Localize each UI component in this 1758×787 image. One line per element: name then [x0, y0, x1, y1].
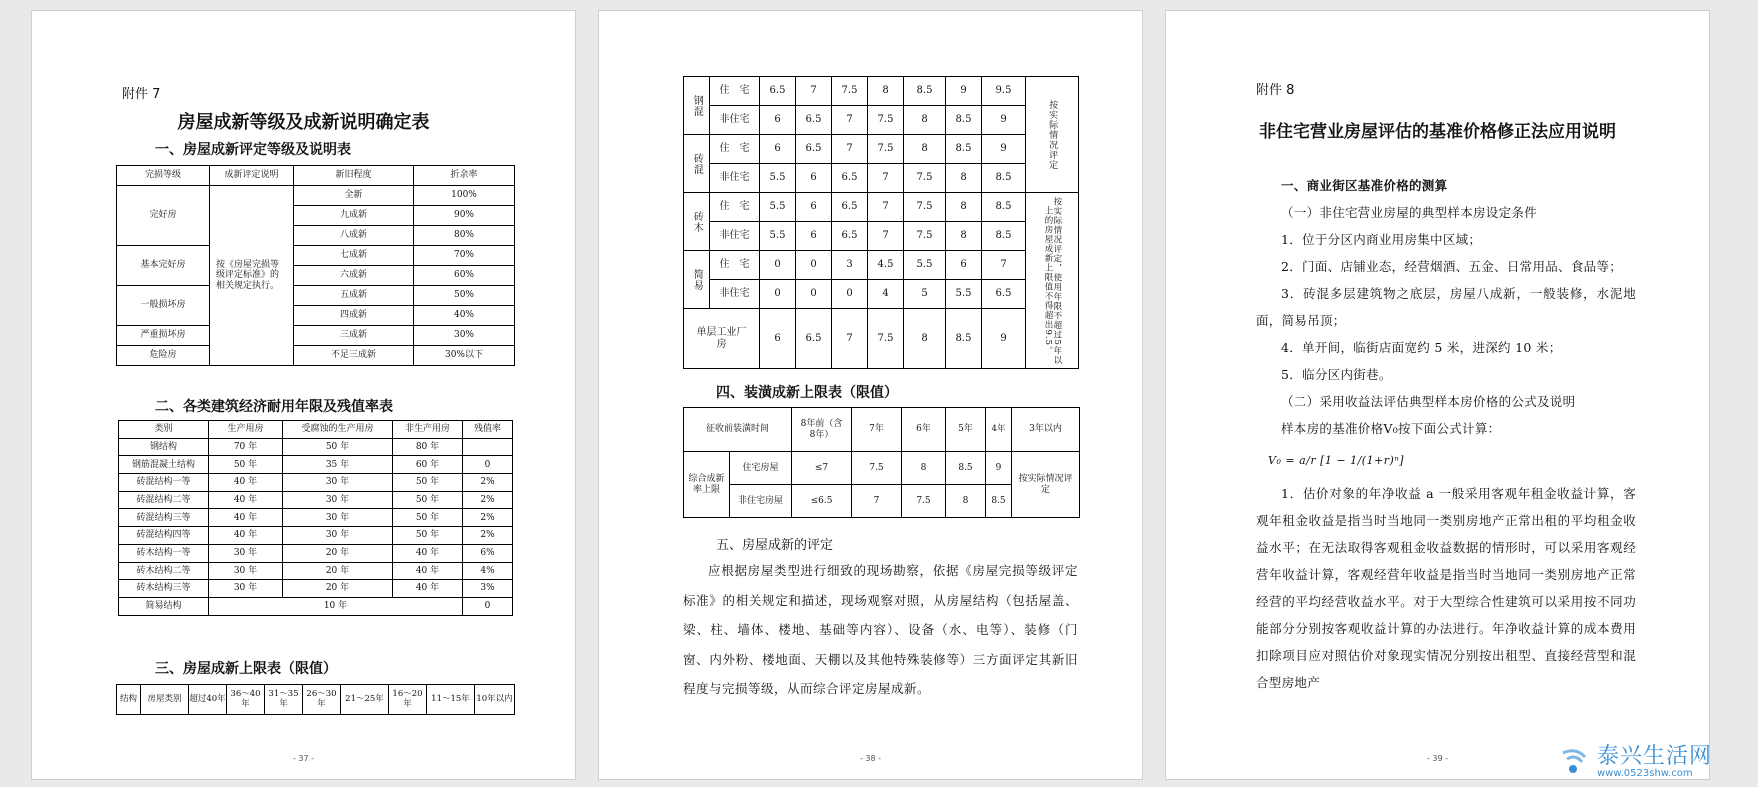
- table-cell: 5: [904, 280, 946, 309]
- table-header: 非生产用房: [393, 421, 463, 439]
- structure-cell: 简易: [684, 251, 710, 309]
- table-cell: 6.5: [796, 106, 832, 135]
- section-heading-3: 三、房屋成新上限表（限值）: [155, 661, 337, 677]
- grade-cell: 完好房: [117, 186, 210, 246]
- table-cell: 40%: [414, 306, 515, 326]
- table-cell: 8: [946, 222, 982, 251]
- table-cell: 住 宅: [710, 135, 760, 164]
- structure-cell: 钢混: [684, 77, 710, 135]
- table-cell: 7.5: [904, 193, 946, 222]
- table-cell: 7: [852, 485, 902, 518]
- page-number: - 39 -: [1426, 754, 1449, 763]
- section-heading-4: 四、装潢成新上限表（限值）: [716, 385, 898, 401]
- table-cell: 40 年: [209, 474, 283, 492]
- table-cell: 8: [946, 164, 982, 193]
- table-cell: ≤6.5: [792, 485, 852, 518]
- paragraph-text: 应根据房屋类型进行细致的现场勘察，依据《房屋完损等级评定标准》的相关规定和描述，现场观察对照，从房屋结构（包括屋盖、梁、柱、墙体、楼地、基础等内容）、设备（水、电等）、装修（门窗、内外粉、楼地面、天棚以及其他特殊装修等）三方面评定其新旧程度与完损等级，从而综合评定房屋成新。: [683, 563, 1078, 696]
- table-cell: 5.5: [760, 164, 796, 193]
- table-cell: 四成新: [294, 306, 414, 326]
- annex-label: 附件 7: [122, 87, 161, 102]
- table-cell: 60%: [414, 266, 515, 286]
- table-cell: 7: [868, 164, 904, 193]
- formula-intro: 样本房的基准价格V₀按下面公式计算：: [1281, 421, 1501, 436]
- document-page-37: [31, 10, 576, 780]
- table-cell: 35 年: [283, 456, 393, 474]
- table-cell: 0: [760, 251, 796, 280]
- table-cell: 6.5: [982, 280, 1026, 309]
- table-cell: 8.5: [946, 452, 986, 485]
- table-cell: 非住宅: [710, 106, 760, 135]
- table-cell: 5.5: [904, 251, 946, 280]
- page-number: - 38 -: [859, 754, 882, 763]
- section-heading-2: 二、各类建筑经济耐用年限及残值率表: [155, 399, 393, 415]
- grade-cell: 危险房: [117, 346, 210, 366]
- table-cell: 8: [946, 485, 986, 518]
- table-cell: 8.5: [946, 135, 982, 164]
- table-cell: 非住宅房屋: [730, 485, 792, 518]
- table-header: 26～30年: [303, 685, 341, 715]
- table-cell: 8.5: [946, 309, 982, 369]
- table-cell: 6: [796, 164, 832, 193]
- page-title: 房屋成新等级及成新说明确定表: [177, 112, 430, 133]
- table-cell: 住 宅: [710, 251, 760, 280]
- table-cell: 8: [902, 452, 946, 485]
- table-cell: 砖木结构二等: [119, 562, 209, 580]
- table-cell: 2%: [463, 509, 513, 527]
- table-cell: 0: [463, 456, 513, 474]
- table-cell: 8: [946, 193, 982, 222]
- table-header: 超过40年: [189, 685, 227, 715]
- table-cell: 8.5: [986, 485, 1012, 518]
- table-cell: 钢筋混凝土结构: [119, 456, 209, 474]
- table-cell: 10 年: [209, 597, 463, 615]
- body-text: [1256, 172, 1636, 696]
- annex-label: 附件 8: [1256, 83, 1295, 98]
- table-cell: 40 年: [393, 580, 463, 598]
- heading-1: 一、商业街区基准价格的测算: [1281, 178, 1448, 193]
- table-cell: 2%: [463, 474, 513, 492]
- table-cell: 20 年: [283, 562, 393, 580]
- table-header: 结构: [117, 685, 141, 715]
- table-cell: 60 年: [393, 456, 463, 474]
- table-cell: 7: [832, 106, 868, 135]
- table-cell: 8.5: [904, 77, 946, 106]
- table-cell: 30 年: [209, 544, 283, 562]
- table-cell: 40 年: [209, 491, 283, 509]
- table-cell: 7: [832, 135, 868, 164]
- table-cell: 砖木结构一等: [119, 544, 209, 562]
- table-cell: 8.5: [946, 106, 982, 135]
- table-cell: 5.5: [760, 193, 796, 222]
- list-item: 5．临分区内街巷。: [1281, 367, 1392, 382]
- table-cell: 按实际情况评定: [1012, 452, 1080, 518]
- table-cell: 6.5: [760, 77, 796, 106]
- table-cell: 7.5: [904, 164, 946, 193]
- table-header: 3年以内: [1012, 408, 1080, 452]
- table-cell: 六成新: [294, 266, 414, 286]
- table-header: 6年: [902, 408, 946, 452]
- grade-cell: 基本完好房: [117, 246, 210, 286]
- watermark-name: 泰兴生活网: [1596, 743, 1712, 769]
- table-cell: 七成新: [294, 246, 414, 266]
- watermark-url: www.0523shw.com: [1596, 767, 1693, 779]
- table-cell: 8: [904, 106, 946, 135]
- table-cell: 70 年: [209, 438, 283, 456]
- table-cell: 6.5: [832, 164, 868, 193]
- table-cell: 9.5: [982, 77, 1026, 106]
- table-cell: 30 年: [209, 562, 283, 580]
- table-cell: 50%: [414, 286, 515, 306]
- grade-note-cell: 按《房屋完损等级评定标准》的相关规定执行。: [210, 186, 294, 366]
- table-header: 21～25年: [341, 685, 389, 715]
- table-cell: 0: [796, 251, 832, 280]
- table-header: 征收前装潢时间: [684, 408, 792, 452]
- table-header: 8年前（含8年）: [792, 408, 852, 452]
- lifespan-table: [118, 420, 513, 616]
- table-cell: 住宅房屋: [730, 452, 792, 485]
- paragraph-text: 1．估价对象的年净收益 a 一般采用客观年租金收益计算，客观年租金收益是指当时当地同一类别房地产正常出租的平均租金收益水平；在无法取得客观租金收益数据的情形时，可以采用客观经营年收益计算，客观经营年收益是指当时当地同一类别房地产正常经营的平均经营收益水平。对于大型综合性建筑可以采用按不同功能部分分别按客观收益计算的办法进行。年净收益计算的成本费用扣除项目应对照估价对象现实情况分别按出租型、直接经营型和混合型房地产: [1256, 486, 1636, 690]
- table-cell: 6: [760, 309, 796, 369]
- condition-limit-table: [683, 76, 1079, 369]
- condition-limit-header-table: [116, 684, 515, 715]
- table-cell: 住 宅: [710, 77, 760, 106]
- table-cell: 50 年: [393, 527, 463, 545]
- table-cell: 5.5: [946, 280, 982, 309]
- table-cell: 80%: [414, 226, 515, 246]
- table-cell: 4: [868, 280, 904, 309]
- table-cell: 50 年: [393, 491, 463, 509]
- table-header: 11～15年: [427, 685, 475, 715]
- table-cell: 8: [904, 135, 946, 164]
- table-cell: 7: [868, 222, 904, 251]
- table-cell: 7.5: [852, 452, 902, 485]
- table-cell: 7: [868, 193, 904, 222]
- table-cell: 9: [946, 77, 982, 106]
- condition-grade-table: [116, 165, 515, 366]
- table-cell: 简易结构: [119, 597, 209, 615]
- table-cell: 5.5: [760, 222, 796, 251]
- table-cell: 30%: [414, 326, 515, 346]
- table-cell: 6: [760, 106, 796, 135]
- table-cell: 7.5: [904, 222, 946, 251]
- table-cell: 8.5: [982, 222, 1026, 251]
- table-cell: 五成新: [294, 286, 414, 306]
- table-cell: 钢结构: [119, 438, 209, 456]
- table-cell: 6: [796, 193, 832, 222]
- table-cell: 7: [982, 251, 1026, 280]
- list-item: 1．位于分区内商业用房集中区域；: [1281, 232, 1482, 247]
- table-header: 受腐蚀的生产用房: [283, 421, 393, 439]
- table-cell: 6%: [463, 544, 513, 562]
- table-cell: 90%: [414, 206, 515, 226]
- document-page-38: [598, 10, 1143, 780]
- table-cell: 6: [760, 135, 796, 164]
- table-cell: 40 年: [393, 562, 463, 580]
- table-header: 新旧程度: [294, 166, 414, 186]
- wifi-logo-icon: [1559, 743, 1593, 781]
- table-cell: 全新: [294, 186, 414, 206]
- table-cell: 0: [796, 280, 832, 309]
- table-cell: 30%以下: [414, 346, 515, 366]
- table-cell: 70%: [414, 246, 515, 266]
- table-cell: 8: [868, 77, 904, 106]
- table-cell: 7: [832, 309, 868, 369]
- formula: V₀ = a/r [1 − 1/(1+r)ⁿ]: [1268, 454, 1405, 467]
- structure-cell: 砖混: [684, 135, 710, 193]
- table-cell: 砖混结构二等: [119, 491, 209, 509]
- table-cell: 6: [946, 251, 982, 280]
- table-header: 7年: [852, 408, 902, 452]
- body-paragraph: [683, 556, 1078, 704]
- table-header: 成新评定说明: [210, 166, 294, 186]
- table-cell: 综合成新率上限: [684, 452, 730, 518]
- list-item: 4．单开间，临街店面宽约 5 米，进深约 10 米；: [1281, 340, 1562, 355]
- table-cell: 7.5: [868, 106, 904, 135]
- table-cell: 30 年: [283, 527, 393, 545]
- table-cell: [463, 438, 513, 456]
- table-cell: 8: [904, 309, 946, 369]
- table-cell: 8.5: [982, 193, 1026, 222]
- table-header: 5年: [946, 408, 986, 452]
- table-cell: 9: [982, 309, 1026, 369]
- table-cell: 砖木结构三等: [119, 580, 209, 598]
- table-cell: 40 年: [209, 509, 283, 527]
- table-cell: 0: [760, 280, 796, 309]
- table-cell: 非住宅: [710, 222, 760, 251]
- table-cell: 非住宅: [710, 164, 760, 193]
- decoration-limit-table: [683, 407, 1080, 518]
- table-cell: 7.5: [902, 485, 946, 518]
- table-header: 16～20年: [389, 685, 427, 715]
- grade-cell: 一般损坏房: [117, 286, 210, 326]
- heading-3: （二）采用收益法评估典型样本房价格的公式及说明: [1281, 394, 1576, 409]
- document-page-39: [1165, 10, 1710, 780]
- table-header: 36～40年: [227, 685, 265, 715]
- table-cell: 9: [982, 106, 1026, 135]
- table-cell: 20 年: [283, 580, 393, 598]
- structure-cell: 砖木: [684, 193, 710, 251]
- table-cell: ≤7: [792, 452, 852, 485]
- table-cell: 40 年: [393, 544, 463, 562]
- table-header: 类别: [119, 421, 209, 439]
- table-cell: 20 年: [283, 544, 393, 562]
- section-heading-5: 五、房屋成新的评定: [716, 538, 834, 553]
- table-header: 折余率: [414, 166, 515, 186]
- list-item: 2．门面、店铺业态，经营烟酒、五金、日常用品、食品等；: [1281, 259, 1623, 274]
- table-cell: 6.5: [832, 193, 868, 222]
- table-cell: 7.5: [832, 77, 868, 106]
- table-cell: 4.5: [868, 251, 904, 280]
- table-cell: 7.5: [868, 135, 904, 164]
- table-cell: 4%: [463, 562, 513, 580]
- table-cell: 砖混结构三等: [119, 509, 209, 527]
- table-cell: 30 年: [209, 580, 283, 598]
- table-cell: 住 宅: [710, 193, 760, 222]
- table-cell: 6.5: [796, 309, 832, 369]
- table-cell: 砖混结构一等: [119, 474, 209, 492]
- watermark-logo: [1559, 743, 1712, 781]
- table-header: 4年: [986, 408, 1012, 452]
- grade-cell: 严重损坏房: [117, 326, 210, 346]
- table-cell: 非住宅: [710, 280, 760, 309]
- table-cell: 九成新: [294, 206, 414, 226]
- table-cell: 50 年: [283, 438, 393, 456]
- table-header: 房屋类别: [141, 685, 189, 715]
- section-heading-1: 一、房屋成新评定等级及说明表: [155, 142, 351, 158]
- table-cell: 9: [986, 452, 1012, 485]
- table-cell: 0: [832, 280, 868, 309]
- table-cell: 0: [463, 597, 513, 615]
- table-cell: 不足三成新: [294, 346, 414, 366]
- table-cell: 八成新: [294, 226, 414, 246]
- table-cell: 80 年: [393, 438, 463, 456]
- table-cell: 50 年: [393, 474, 463, 492]
- table-cell: 3%: [463, 580, 513, 598]
- table-cell: 9: [982, 135, 1026, 164]
- page-title: 非住宅营业房屋评估的基准价格修正法应用说明: [1259, 122, 1616, 142]
- table-cell: 单层工业厂房: [684, 309, 760, 369]
- table-header: 生产用房: [209, 421, 283, 439]
- table-cell: 100%: [414, 186, 515, 206]
- table-cell: 6: [796, 222, 832, 251]
- table-cell: 40 年: [209, 527, 283, 545]
- table-cell: 7: [796, 77, 832, 106]
- table-cell: 6.5: [796, 135, 832, 164]
- table-cell: 6.5: [832, 222, 868, 251]
- table-cell: 30 年: [283, 474, 393, 492]
- heading-2: （一）非住宅营业房屋的典型样本房设定条件: [1281, 205, 1538, 220]
- table-cell: 30 年: [283, 509, 393, 527]
- table-header: 完损等级: [117, 166, 210, 186]
- table-cell: 7.5: [868, 309, 904, 369]
- page-number: - 37 -: [292, 754, 315, 763]
- table-cell: 三成新: [294, 326, 414, 346]
- note-cell: 按实际情况评定: [1026, 77, 1079, 193]
- table-cell: 3: [832, 251, 868, 280]
- table-cell: 50 年: [209, 456, 283, 474]
- list-item: 3．砖混多层建筑物之底层，房屋八成新，一般装修，水泥地面，简易吊顶；: [1256, 286, 1636, 328]
- note-cell: 按实际情况评定，使用年限不超过5年以上的房屋成新上限值不得超出9.5。: [1026, 193, 1079, 369]
- table-header: 31～35年: [265, 685, 303, 715]
- table-cell: 2%: [463, 527, 513, 545]
- table-cell: 8.5: [982, 164, 1026, 193]
- table-header: 残值率: [463, 421, 513, 439]
- table-header: 10年以内: [475, 685, 515, 715]
- table-cell: 30 年: [283, 491, 393, 509]
- table-cell: 50 年: [393, 509, 463, 527]
- table-cell: 砖混结构四等: [119, 527, 209, 545]
- table-cell: 2%: [463, 491, 513, 509]
